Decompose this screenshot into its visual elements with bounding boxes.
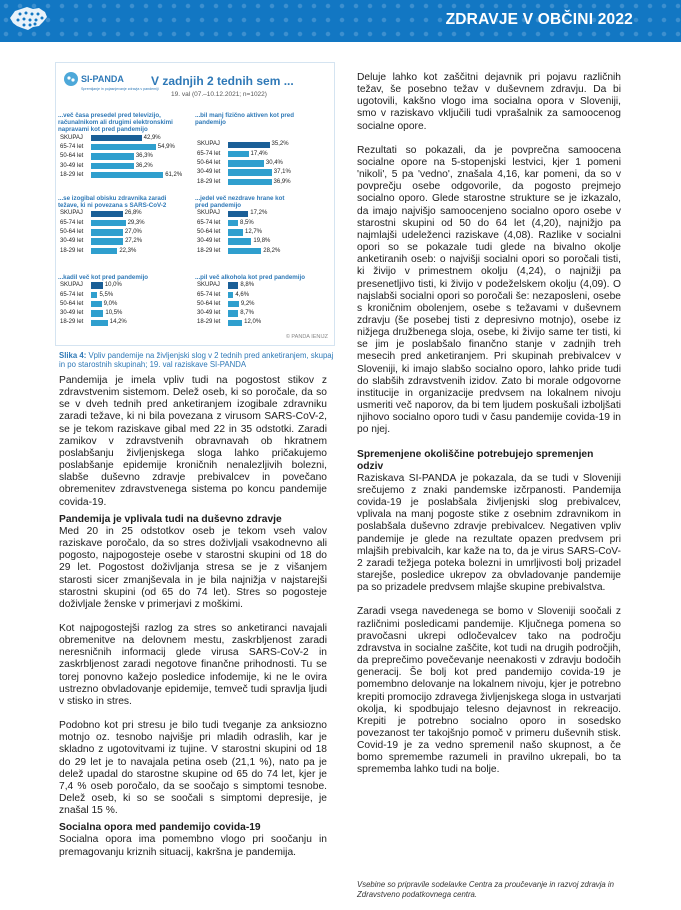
bar-label: 65-74 let bbox=[60, 291, 84, 298]
bar-label: 65-74 let bbox=[60, 219, 84, 226]
panel-rows bbox=[195, 209, 330, 255]
bar-value: 10,0% bbox=[104, 282, 122, 289]
panel-rows bbox=[195, 281, 330, 327]
bar-row bbox=[58, 209, 193, 218]
credits-note: Vsebine so pripravile sodelavke Centra za proučevanje in razvoj zdravja in Zdravstveno podatkovnega centra. bbox=[357, 880, 615, 899]
bar-label: 18-29 let bbox=[60, 319, 84, 326]
bar bbox=[91, 163, 134, 169]
bar-label: SKUPAJ bbox=[60, 134, 83, 141]
bar-row bbox=[195, 237, 330, 246]
panel-screen-time bbox=[58, 112, 193, 180]
paragraph: Raziskava SI-PANDA je pokazala, da se tudi v Sloveniji srečujemo z znaki pandemske izčrpanosti. Pandemija covida-19 je poslabšala življenjski slog prebivalcev, vplivala na manj pogoste stike z osebnim zdravnikom in poslabšala duševno zdravje prebivalcev. Negativen vpliv pandemije je glede na rezultate opazen predvsem pri mlajših prebivalcih, kar kaže na to, da je virus SARS-CoV-2 zaradi težjega poteka bolezni in umrljivosti bolj prizadel starejše, posledice ukrepov za obvladovanje pandemije pa so prizadele predvsem mlajše skupine prebivalstva. bbox=[357, 472, 621, 594]
bar-value: 54,9% bbox=[157, 143, 175, 150]
bar bbox=[228, 282, 238, 288]
bar bbox=[228, 211, 248, 217]
section-heading: Spremenjene okoliščine potrebujejo spremenjen odziv bbox=[357, 448, 594, 472]
header-title: ZDRAVJE V OBČINI 2022 bbox=[445, 11, 633, 28]
bar-label: 30-49 let bbox=[60, 310, 84, 317]
bar-value: 5,5% bbox=[99, 291, 114, 298]
panel-title: ...jedel več nezdrave hrane kot pred pandemijo bbox=[195, 195, 285, 210]
bar-label: SKUPAJ bbox=[197, 141, 220, 148]
bar-label: 50-64 let bbox=[197, 229, 221, 235]
bar-value: 22,3% bbox=[119, 247, 137, 254]
bar-label: 65-74 let bbox=[197, 291, 221, 298]
paragraph: Med 20 in 25 odstotkov oseb je tekom vseh valov raziskave poročalo, da so stres doživljali vsakodnevno ali pogosto, najpogosteje osebe v starostni skupini od 18 do 29 let. Pogostost doživljanja stresa se je z višanjem starosti sicer zmanjševala in je bila najnižja v najstarejši starostni skupini (od 65 do 74 let). Stres so pogosteje doživljale ženske v primerjavi z moškimi. bbox=[59, 525, 327, 610]
bar-value: 28,2% bbox=[263, 247, 281, 254]
bar-label: 18-29 let bbox=[197, 247, 221, 254]
bar-value: 61,2% bbox=[165, 171, 183, 178]
bar-value: 42,9% bbox=[143, 134, 161, 141]
panel-title: ...več časa presedel pred televizijo, računalnikom ali drugimi elektronskimi napravami kot pred pandemijo bbox=[58, 112, 173, 134]
bar-row bbox=[58, 291, 193, 300]
bar-value: 8,8% bbox=[240, 282, 255, 289]
bar-row bbox=[195, 178, 330, 187]
bar-row bbox=[195, 140, 330, 149]
bar-row bbox=[58, 162, 193, 171]
bar-row bbox=[195, 168, 330, 177]
bar bbox=[91, 320, 108, 326]
bar bbox=[91, 172, 163, 178]
bar bbox=[228, 292, 233, 298]
caption-text: Vpliv pandemije na življenjski slog v 2 tednih pred anketiranjem, skupaj in po starostnih skupinah; 19. val raziskave SI-PANDA bbox=[59, 351, 334, 370]
bar-value: 4,6% bbox=[235, 291, 250, 298]
bar-row bbox=[195, 209, 330, 218]
bar-row bbox=[195, 228, 330, 237]
bar bbox=[228, 238, 251, 244]
bar-row bbox=[195, 219, 330, 228]
bar-label: 65-74 let bbox=[60, 143, 84, 150]
bar-label: 18-29 let bbox=[197, 319, 221, 326]
bar bbox=[91, 220, 126, 226]
paragraph: Rezultati so pokazali, da je povprečna samoocena socialne opore na 5-stopenjski lestvici, kjer 1 pomeni 'nikoli', 5 pa 'vedno', znašala 4,16, kar pomeni, da so v povprečju osebe odgovorile, da pogosto prejmejo socialno oporo. Glede starostne strukture se je izkazalo, da imajo najvišjo samoocenjeno socialno oporo osebe v starostni skupini od 50 do 64 let (4,20), najnižjo pa najmlajši udeleženci raziskave (4,08). Razlike v socialni opori so se pokazale tudi glede na bivalno okolje anketiranih oseb: o najvišji socialni opori so poročali tisti, ki živijo v primestnem okolju (4,24), o najnižji pa presenetljivo tisti, ki živijo v podeželskem okolju (4,09). O najslabši socialni opori so poročali še: nezaposleni, osebe s kroničnim obolenjem, osebe s težavami v duševnem zdravju (še posebej tisti z depresivno motnjo), osebe iz nižjega družbenega sloja, osebe, ki živijo same ter tisti, ki se jim je poslabšalo finančno stanje v zadnjih treh mesecih pred anketiranjem. Pri skupinah prebivalcev v Sloveniji, ki imajo slabšo socialno oporo, lahko pride tudi do slabših zdravstvenih izidov. Zato bi morale odgovorne institucije in organizacije predvsem na lokalnem nivoju usmeriti več naporov, da bi tem ljudem poskušali izboljšati njihovo socialno oporo tudi v času pandemije covida-19 in po njej. bbox=[357, 144, 621, 436]
lifestyle-figure bbox=[55, 62, 335, 346]
bar-value: 36,9% bbox=[273, 178, 291, 185]
left-column bbox=[59, 375, 327, 859]
bar-value: 12,0% bbox=[244, 319, 262, 326]
bar-label: 65-74 let bbox=[197, 219, 221, 226]
bar-value: 8,7% bbox=[240, 310, 254, 317]
bar-value: 14,2% bbox=[109, 319, 127, 326]
bar-row bbox=[58, 281, 193, 290]
bar-value: 36,3% bbox=[135, 153, 153, 160]
bar-value: 10,5% bbox=[105, 310, 123, 317]
svg-text:Spremljanje in pojasnjevanje z: Spremljanje in pojasnjevanje zdravja v pandemiji bbox=[81, 87, 159, 91]
figure-copyright: © PANDA IENIJZ bbox=[285, 334, 328, 340]
panel-alcohol bbox=[195, 274, 330, 328]
bar-value: 37,1% bbox=[273, 169, 291, 176]
bar-value: 36,2% bbox=[135, 162, 153, 169]
paragraph: Podobno kot pri stresu je bilo tudi tveganje za anksiozno motnjo oz. tesnobo najvišje pri mladih odraslih, kar je skladno z ugotovitvami iz tujine. V starostni skupini od 18 do 29 let je to navajala petina oseb (21,1 %), nato pa je delež upadal do starostne skupine od 65 do 74 let, kjer je 7,4 % oseb poročalo, da se soočajo s simptomi tesnobe. Delež oseb, ki so se soočali s simptomi depresije, je znašal 15 %. bbox=[59, 720, 327, 817]
bar-label: SKUPAJ bbox=[60, 210, 83, 217]
bar bbox=[91, 211, 123, 217]
bar-value: 35,2% bbox=[271, 141, 289, 148]
bar-row bbox=[58, 237, 193, 246]
bar-row bbox=[58, 309, 193, 318]
bar bbox=[91, 153, 134, 159]
bar-value: 17,4% bbox=[250, 150, 268, 157]
paragraph: Kot najpogostejši razlog za stres so anketiranci navajali obremenitve na delovnem mestu, zaskrbljenost zaradi neresničnih informacij glede virusa SARS-CoV-2 in zaskrbljenost zaradi negotove finančne prihodnosti. Tu se torej ponovno kažejo posledice infodemije, ki ne le ovira ustrezno obvladovanje epidemije, temveč tudi spravlja ljudi v stisko in stres. bbox=[59, 622, 327, 707]
bar bbox=[228, 320, 242, 326]
bar bbox=[228, 169, 272, 175]
bar bbox=[91, 135, 142, 141]
bar bbox=[91, 301, 102, 307]
bar bbox=[91, 238, 123, 244]
bar-row bbox=[58, 300, 193, 309]
panel-smoking bbox=[58, 274, 193, 328]
bar-label: 30-49 let bbox=[197, 169, 221, 176]
bar-row bbox=[195, 318, 330, 327]
bar-label: SKUPAJ bbox=[197, 282, 220, 289]
panel-title: ...bil manj fizično aktiven kot pred pandemijo bbox=[195, 112, 295, 127]
bar bbox=[91, 282, 103, 288]
figure-title: V zadnjih 2 tednih sem ... bbox=[151, 74, 294, 88]
bar bbox=[91, 229, 123, 235]
right-column bbox=[357, 72, 621, 777]
svg-text:SI-PANDA: SI-PANDA bbox=[81, 74, 124, 84]
panel-avoid-doctor bbox=[58, 195, 193, 256]
bar-label: 50-64 let bbox=[60, 153, 84, 160]
section-heading: Pandemija je vplivala tudi na duševno zdravje bbox=[59, 513, 282, 525]
bar-row bbox=[58, 143, 193, 152]
figure-caption bbox=[59, 351, 339, 369]
bar-row bbox=[195, 281, 330, 290]
page-header bbox=[0, 0, 681, 42]
bar-row bbox=[195, 291, 330, 300]
bar-row bbox=[58, 247, 193, 256]
panel-rows bbox=[58, 281, 193, 327]
bar-value: 30,4% bbox=[265, 160, 283, 166]
bar-value: 19,8% bbox=[253, 238, 271, 245]
bar-row bbox=[195, 159, 330, 168]
bar-row bbox=[195, 150, 330, 159]
bar bbox=[228, 142, 270, 148]
bar-row bbox=[58, 134, 193, 143]
figure-subtitle: 19. val (07.–10.12.2021; n=1022) bbox=[171, 91, 267, 98]
bar-value: 9,2% bbox=[240, 300, 255, 307]
bar-row bbox=[58, 219, 193, 228]
bar-label: SKUPAJ bbox=[60, 282, 83, 289]
bar-row bbox=[58, 318, 193, 327]
bar-value: 17,2% bbox=[250, 210, 268, 217]
bar-value: 27,0% bbox=[124, 229, 142, 235]
paragraph: Deluje lahko kot zaščitni dejavnik pri pojavu različnih težav, še posebno težav v duševnem zdravju. Da bi ugotovili, kakšno vlogo ima socialna opora v Sloveniji, smo v raziskavo vključili tudi vprašalnik za samoocenog socialne opore. bbox=[357, 72, 621, 132]
panel-title: ...se izogibal obisku zdravnika zaradi težave, ki ni povezana s SARS-CoV-2 bbox=[58, 195, 167, 210]
bar-label: 50-64 let bbox=[197, 300, 221, 307]
bar-row bbox=[195, 300, 330, 309]
panel-title: ...kadil več kot pred pandemijo bbox=[58, 274, 149, 281]
bar bbox=[228, 248, 261, 254]
bar-value: 12,7% bbox=[244, 229, 262, 235]
slovenia-map-icon bbox=[6, 4, 50, 34]
bar-value: 26,8% bbox=[124, 210, 142, 217]
paragraph: Pandemija je imela vpliv tudi na pogostost stikov z zdravstvenim sistemom. Delež oseb, ki so poročale, da so se v dveh tednih pred anketiranjem izogibale zdravniku zaradi težave, ki ni bila povezana z virusom SARS-CoV-2, se je tekom raziskave gibal med 22 in 35 odstotki. Zaradi zamikov v zdravstvenih obravnavah ob hkratnem poslabšanju življenjskega sloga lahko pričakujemo poslabšanje epidemije kroničnih nenalezljivih bolezni, slabše duševno zdravje prebivalcev in povečano obremenitev zdravstvenega sistema po koncu pandemije covida-19. bbox=[59, 375, 327, 508]
bar-label: 30-49 let bbox=[197, 310, 221, 317]
bar-value: 27,2% bbox=[125, 238, 143, 245]
bar bbox=[91, 310, 103, 316]
bar-row bbox=[195, 309, 330, 318]
panel-physical-activity bbox=[195, 112, 330, 187]
bar-label: 50-64 let bbox=[197, 160, 221, 166]
bar bbox=[228, 179, 272, 185]
bar-value: 8,5% bbox=[240, 219, 254, 226]
bar-row bbox=[58, 228, 193, 237]
bar-label: 18-29 let bbox=[60, 171, 84, 178]
bar-label: 50-64 let bbox=[60, 300, 84, 307]
bar-label: 30-49 let bbox=[60, 238, 84, 245]
panel-rows bbox=[195, 140, 330, 186]
bar-row bbox=[58, 171, 193, 180]
panel-rows bbox=[58, 134, 193, 180]
bar-value: 29,3% bbox=[127, 219, 145, 226]
bar bbox=[228, 160, 264, 166]
bar bbox=[91, 248, 117, 254]
bar-label: 50-64 let bbox=[60, 229, 84, 235]
bar-label: 18-29 let bbox=[197, 178, 221, 185]
panel-unhealthy-food bbox=[195, 195, 330, 256]
bar-label: 18-29 let bbox=[60, 247, 84, 254]
section-heading: Socialna opora med pandemijo covida-19 bbox=[59, 822, 261, 834]
bar-label: 30-49 let bbox=[197, 238, 221, 245]
bar-row bbox=[58, 152, 193, 161]
bar-value: 9,0% bbox=[103, 300, 118, 307]
bar bbox=[228, 301, 239, 307]
bar-label: SKUPAJ bbox=[197, 210, 220, 217]
bar-label: 30-49 let bbox=[60, 162, 84, 169]
bar bbox=[228, 310, 238, 316]
bar bbox=[228, 151, 249, 157]
paragraph: Zaradi vsega navedenega se bomo v Sloveniji soočali z različnimi posledicami pandemije. Ključnega pomena so pravočasni ukrepi odločevalcev tako na področju zdravstva in socialne zaščite, kot tudi na drugih področjih, da preprečimo povečevanje neenakosti v zdravju bodočih generacij. Še bolj kot pred pandemijo covida-19 je pomembno delovanje na lokalnem nivoju, kjer je potrebno krepiti promocijo zdravega življenjskega sloga in ustvarjati okolja, ki spodbujajo telesno dejavnost in rekreacijo. Krepiti je potrebno socialno oporo in sosedsko povezanost ter takojšnjo pomoč v primeru duševnih stisk. Covid-19 je za vedno spremenil našo skupnost, a če bomo spremembe razumeli in pravilno ukrepali, bo ta sprememba lahko tudi na bolje. bbox=[357, 606, 621, 776]
sipanda-logo bbox=[62, 67, 159, 113]
panel-rows bbox=[58, 209, 193, 255]
bar-row bbox=[195, 247, 330, 256]
paragraph: Socialna opora ima pomembno vlogo pri soočanju in premagovanju kriznih situacij, kakršna je pandemija. bbox=[59, 834, 327, 858]
bar bbox=[91, 292, 97, 298]
bar bbox=[91, 144, 156, 150]
bar bbox=[228, 220, 238, 226]
panel-title: ...pil več alkohola kot pred pandemijo bbox=[195, 274, 306, 281]
caption-label: Slika 4: bbox=[59, 351, 87, 360]
bar-label: 65-74 let bbox=[197, 150, 221, 157]
bar bbox=[228, 229, 243, 235]
